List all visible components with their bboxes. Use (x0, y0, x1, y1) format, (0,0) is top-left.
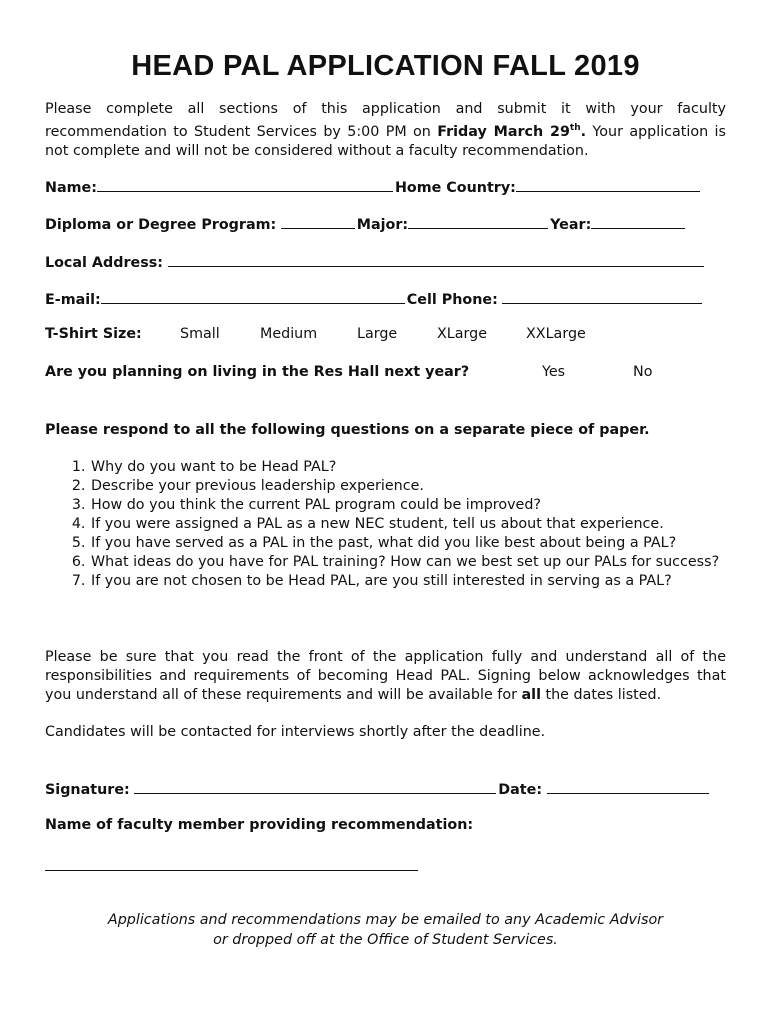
res-hall-row (45, 364, 726, 384)
local-address-label: Local Address: (45, 255, 163, 271)
tshirt-label: T-Shirt Size: (45, 326, 142, 342)
date-field[interactable] (547, 779, 709, 794)
home-country-label: Home Country: (394, 180, 516, 196)
tshirt-option-small[interactable]: Small (180, 326, 220, 342)
year-field[interactable] (591, 214, 685, 229)
name-field[interactable] (97, 177, 393, 192)
list-item: 5. If you have served as a PAL in the past, what did you like best about being a PAL? (90, 534, 730, 553)
signature-label: Signature: (45, 782, 130, 798)
year-label: Year: (550, 217, 592, 233)
list-item: 1. Why do you want to be Head PAL? (90, 458, 730, 477)
acknowledgement-paragraph: Please be sure that you read the front of the application fully and understand all of the responsibilities and requirements of becoming Head PAL. Signing below acknowledges that you understand all of these requirements and will be available for all the dates listed. (45, 649, 726, 703)
footer-note (45, 910, 726, 950)
date-label: Date: (498, 782, 543, 798)
res-hall-yes-option[interactable]: Yes (542, 364, 566, 380)
intro-paragraph (45, 100, 726, 161)
tshirt-option-large[interactable]: Large (357, 326, 398, 342)
list-item: 7. If you are not chosen to be Head PAL, are you still interested in serving as a PAL? (90, 572, 730, 591)
local-address-field[interactable] (168, 252, 704, 267)
footer-line-1: Applications and recommendations may be emailed to any Academic Advisor (107, 912, 664, 928)
name-row (45, 177, 702, 196)
program-row (45, 214, 687, 233)
diploma-field[interactable] (281, 214, 355, 229)
interview-note: Candidates will be contacted for interviews shortly after the deadline. (45, 724, 546, 740)
emphasis-all: all (521, 687, 541, 703)
list-item: 4. If you were assigned a PAL as a new NEC student, tell us about that experience. (90, 515, 730, 534)
contact-row (45, 289, 704, 308)
list-item: 2. Describe your previous leadership experience. (90, 477, 730, 496)
major-label: Major: (356, 217, 409, 233)
list-item: 6. What ideas do you have for PAL training? How can we best set up our PALs for success? (90, 553, 730, 572)
faculty-label: Name of faculty member providing recommendation: (45, 817, 474, 833)
page-title: HEAD PAL APPLICATION FALL 2019 (131, 50, 640, 82)
footer-line-2: or dropped off at the Office of Student Services. (213, 932, 558, 948)
questions-heading: Please respond to all the following questions on a separate piece of paper. (45, 422, 650, 438)
res-hall-no-option[interactable]: No (633, 364, 653, 380)
intro-text-2: Your application is not complete and will not be considered without a faculty recommendation. (45, 123, 726, 159)
email-label: E-mail: (45, 292, 101, 308)
faculty-name-field[interactable] (45, 856, 418, 871)
diploma-label: Diploma or Degree Program: (45, 217, 277, 233)
major-field[interactable] (408, 214, 548, 229)
intro-text-1: Please complete all sections of this application and submit it with your faculty recommendation to Student Services by 5:00 PM on (45, 101, 726, 140)
tshirt-option-xlarge[interactable]: XLarge (437, 326, 488, 342)
address-row (45, 252, 706, 271)
home-country-field[interactable] (516, 177, 700, 192)
cell-phone-field[interactable] (502, 289, 702, 304)
faculty-name-row (45, 856, 420, 875)
email-field[interactable] (101, 289, 405, 304)
list-item: 3. How do you think the current PAL program could be improved? (90, 496, 730, 515)
res-hall-question: Are you planning on living in the Res Hall next year? (45, 364, 470, 380)
tshirt-option-xxlarge[interactable]: XXLarge (526, 326, 586, 342)
cell-phone-label: Cell Phone: (406, 292, 498, 308)
questions-list (45, 458, 730, 591)
tshirt-option-medium[interactable]: Medium (260, 326, 318, 342)
name-label: Name: (45, 180, 97, 196)
signature-row (45, 779, 711, 798)
tshirt-row (45, 326, 726, 346)
deadline-text: Friday March 29th. (437, 123, 587, 140)
signature-field[interactable] (134, 779, 496, 794)
